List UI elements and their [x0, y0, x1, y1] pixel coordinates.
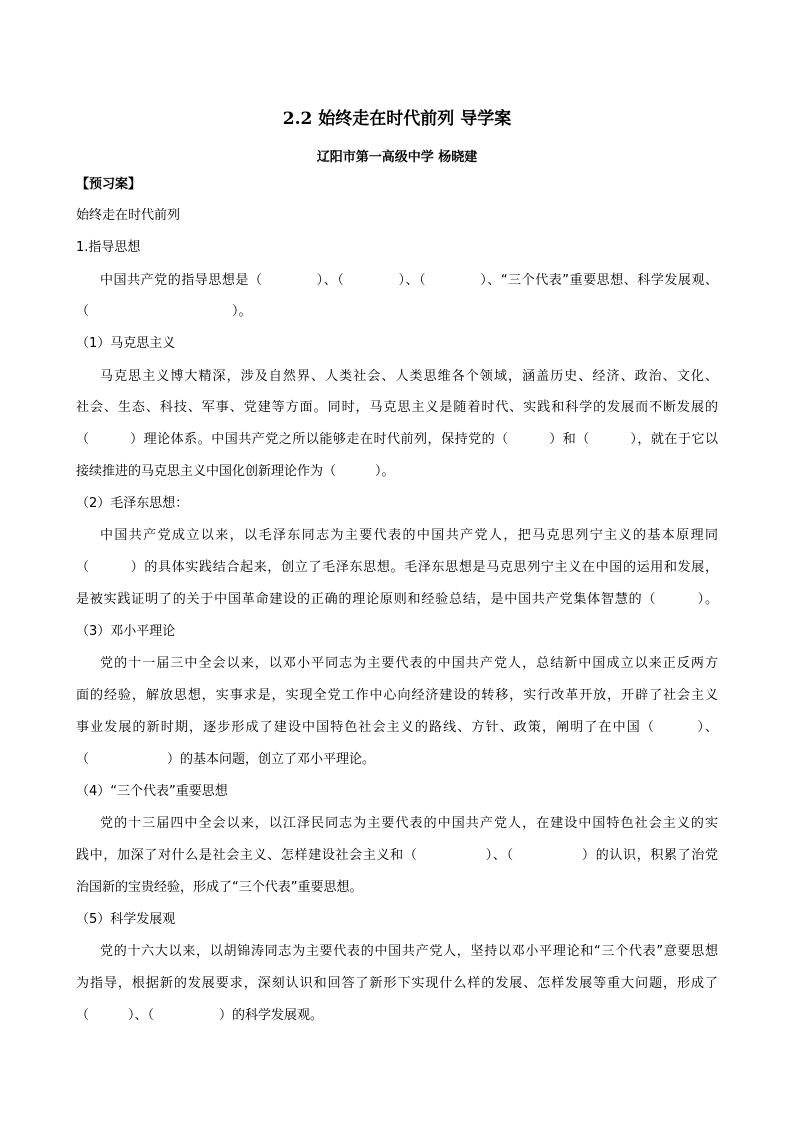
- paragraph-line: 社会、生态、科技、军事、党建等方面。同时，马克思主义是随着时代、实践和科学的发展而不断发展的: [76, 400, 718, 415]
- paragraph-line: 治国新的宝贵经验，形成了“三个代表”重要思想。: [76, 880, 363, 895]
- document-title: 2.2 始终走在时代前列 导学案: [282, 109, 512, 129]
- heading-scientific-outlook: （5）科学发展观: [76, 912, 176, 927]
- paragraph-line: 党的十一届三中全会以来，以邓小平同志为主要代表的中国共产党人，总结新中国成立以来正反两方: [100, 656, 718, 671]
- paragraph-line: 接续推进的马克思主义中国化创新理论作为（ ）。: [76, 464, 395, 479]
- paragraph-line: 是被实践证明了的关于中国革命建设的正确的理论原则和经验总结，是中国共产党集体智慧的（ ）。: [76, 592, 718, 607]
- paragraph-line: （ ）的具体实践结合起来，创立了毛泽东思想。毛泽东思想是马克思列宁主义在中国的运用和发展，: [76, 560, 718, 575]
- paragraph-line: 面的经验，解放思想，实事求是，实现全党工作中心向经济建设的转移，实行改革开放，开辟了社会主义: [76, 688, 718, 703]
- paragraph-line: （ ）的基本问题，创立了邓小平理论。: [76, 752, 376, 767]
- topic-heading: 始终走在时代前列: [76, 208, 181, 223]
- paragraph-line: （ ）。: [76, 304, 252, 319]
- paragraph-line: 马克思主义博大精深，涉及自然界、人类社会、人类思维各个领域，涵盖历史、经济、政治、文化、: [100, 369, 718, 384]
- heading-three-represents: （4）“三个代表”重要思想: [76, 784, 228, 799]
- paragraph-line: （ ）、（ ）的科学发展观。: [76, 1008, 324, 1023]
- paragraph-line: 中国共产党成立以来，以毛泽东同志为主要代表的中国共产党人，把马克思列宁主义的基本原理同: [100, 528, 718, 543]
- heading-deng: （3）邓小平理论: [76, 624, 176, 639]
- paragraph-line: 中国共产党的指导思想是（ ）、（ ）、（ ）、“三个代表”重要思想、科学发展观、: [100, 273, 718, 288]
- paragraph-line: （ ）理论体系。中国共产党之所以能够走在时代前列，保持党的（ ）和（ ），就在于它以: [76, 432, 718, 447]
- heading-guiding-thought: 1.指导思想: [76, 240, 141, 255]
- paragraph-line: 党的十六大以来，以胡锦涛同志为主要代表的中国共产党人，坚持以邓小平理论和“三个代表”意要思想: [100, 944, 718, 959]
- paragraph-line: 践中，加深了对什么是社会主义、怎样建设社会主义和（ ）、（ ）的认识，积累了治党: [76, 848, 718, 863]
- paragraph-line: 党的十三届四中全会以来，以江泽民同志为主要代表的中国共产党人，在建设中国特色社会主义的实: [100, 816, 718, 831]
- paragraph-line: 事业发展的新时期，逐步形成了建设中国特色社会主义的路线、方针、政策，阐明了在中国（ ）、: [76, 720, 718, 735]
- author-line: 辽阳市第一高级中学 杨晓建: [316, 150, 478, 165]
- heading-marxism: （1）马克思主义: [76, 336, 176, 351]
- section-label: 【预习案】: [76, 177, 142, 192]
- paragraph-line: 为指导，根据新的发展要求，深刻认识和回答了新形下实现什么样的发展、怎样发展等重大问题，形成了: [76, 976, 718, 991]
- heading-mao: （2）毛泽东思想：: [76, 496, 189, 511]
